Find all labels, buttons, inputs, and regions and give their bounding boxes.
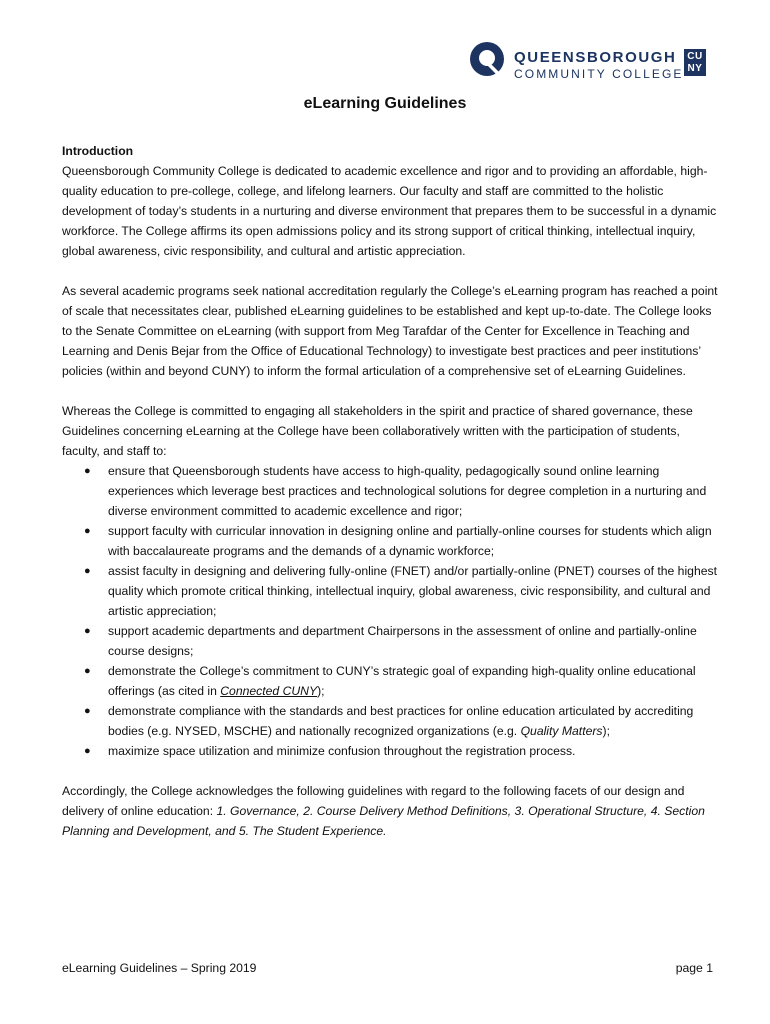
list-item-text: assist faculty in designing and delivering fully-online (FNET) and/or partially-online (PNET) courses of the highest quality which promote critical thinking, intellectual inquiry, global awareness, civic responsibility, and cultural and artistic appreciation; bbox=[108, 564, 717, 618]
intro-paragraph-1: Queensborough Community College is dedicated to academic excellence and rigor and to providing an affordable, high-quality education to pre-college, college, and lifelong learners. Our faculty and staff are committed to the holistic development of today’s students in a nurturing and diverse environment that prepares them to be successful in a dynamic workforce. The College affirms its open admissions policy and its strong support of critical thinking, intellectual inquiry, global awareness, civic responsibility, and cultural and artistic appreciation. bbox=[62, 164, 717, 258]
list-item bbox=[62, 521, 718, 561]
bullet-icon: ● bbox=[84, 465, 91, 477]
footer-document-label: eLearning Guidelines – Spring 2019 bbox=[62, 961, 257, 975]
facets-list-text: 1. Governance, 2. Course Delivery Method Definitions, 3. Operational Structure, 4. Section Planning and Development, and 5. The Student Experience. bbox=[62, 804, 705, 838]
bullet-icon: ● bbox=[84, 705, 91, 717]
list-item bbox=[62, 701, 718, 741]
list-item bbox=[62, 661, 718, 701]
bullet-icon: ● bbox=[84, 745, 91, 757]
bullet-icon: ● bbox=[84, 525, 91, 537]
bullet-icon: ● bbox=[84, 565, 91, 577]
connected-cuny-link[interactable]: Connected CUNY bbox=[220, 684, 318, 698]
list-item-text: support academic departments and department Chairpersons in the assessment of online and partially-online course designs; bbox=[108, 624, 697, 658]
list-item-text: demonstrate the College’s commitment to CUNY’s strategic goal of expanding high-quality online educational offerings (as cited in bbox=[108, 664, 696, 698]
list-item-text-end: ); bbox=[602, 724, 610, 738]
quality-matters-text: Quality Matters bbox=[520, 724, 603, 738]
bullet-icon: ● bbox=[84, 665, 91, 677]
list-item-text: ensure that Queensborough students have access to high-quality, pedagogically sound online learning experiences which leverage best practices and technological solutions for degree completion in a nurturing and diverse environment committed to academic excellence and rigor; bbox=[108, 464, 707, 518]
goals-list bbox=[62, 461, 718, 761]
cuny-badge-bottom: NY bbox=[687, 63, 703, 74]
cuny-badge bbox=[684, 49, 706, 76]
closing-paragraph bbox=[62, 781, 718, 841]
logo-name-line2: COMMUNITY COLLEGE bbox=[514, 67, 684, 81]
list-item bbox=[62, 741, 718, 761]
intro-paragraph-2: As several academic programs seek national accreditation regularly the College’s eLearning program has reached a point of scale that necessitates clear, published eLearning guidelines to be established and kept up-to-date. The College looks to the Senate Committee on eLearning (with support from Meg Tarafdar of the Center for Excellence in Teaching and Learning and Denis Bejar from the Office of Educational Technology) to investigate best practices and peer institutions’ policies (within and beyond CUNY) to inform the formal articulation of a comprehensive set of eLearning Guidelines. bbox=[62, 284, 718, 378]
section-heading-introduction: Introduction bbox=[62, 144, 134, 158]
list-item-text: demonstrate compliance with the standards and best practices for online education articulated by accrediting bodies (e.g. NYSED, MSCHE) and nationally recognized organizations (e.g. bbox=[108, 704, 694, 738]
bullet-icon: ● bbox=[84, 625, 91, 637]
footer-page-number: page 1 bbox=[675, 961, 713, 975]
cuny-badge-top: CU bbox=[687, 51, 703, 62]
closing-text: Accordingly, the College acknowledges the following guidelines with regard to the following facets of our design and delivery of online education: bbox=[62, 784, 685, 818]
list-item bbox=[62, 461, 718, 521]
logo-name-line1: QUEENSBOROUGH bbox=[514, 49, 677, 66]
list-item-text-end: ); bbox=[317, 684, 325, 698]
college-logo bbox=[468, 40, 713, 84]
list-item bbox=[62, 621, 718, 661]
list-item-text: maximize space utilization and minimize confusion throughout the registration process. bbox=[108, 744, 576, 758]
list-item bbox=[62, 561, 718, 621]
document-body bbox=[62, 141, 718, 841]
document-title: eLearning Guidelines bbox=[303, 95, 467, 112]
intro-paragraph-3: Whereas the College is committed to engaging all stakeholders in the spirit and practice of shared governance, these Guidelines concerning eLearning at the College have been collaboratively written with the participation of students, faculty, and staff to: bbox=[62, 404, 693, 458]
list-item-text: support faculty with curricular innovation in designing online and partially-online courses for students which align with baccalaureate programs and the demands of a dynamic workforce; bbox=[108, 524, 712, 558]
college-logo-icon bbox=[468, 40, 506, 78]
